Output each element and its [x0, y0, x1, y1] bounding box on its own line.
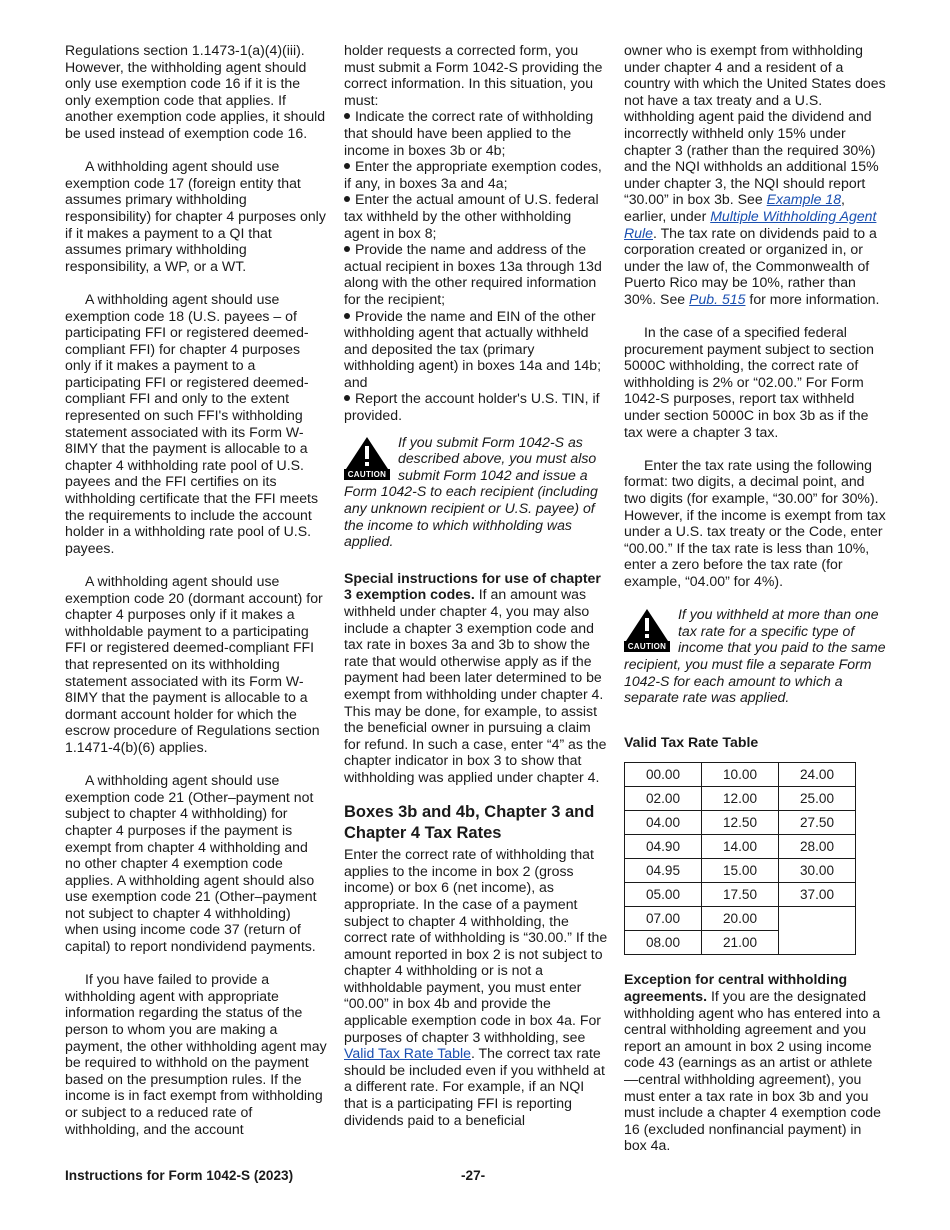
table-row	[625, 835, 856, 859]
table-cell: 04.90	[625, 835, 702, 859]
table-cell: 37.00	[779, 883, 856, 907]
table-row	[625, 787, 856, 811]
table-row	[625, 811, 856, 835]
paragraph: A withholding agent should use exemption code 20 (dormant account) for chapter 4 purposes only if it makes a withholdable payment to a participating FFI or registered deemed-compliant FFI that represented on its withholding statement associated with its Form W-8IMY that the payment is allocable to a dormant account holder for which the escrow procedure of Regulations section 1.1471-4(b)(6) applies.	[65, 573, 323, 755]
paragraph: A withholding agent should use exemption code 21 (Other–payment not subject to chapter 4 withholding) for chapter 4 purposes if the payment is exempt from chapter 4 withholding and no other chapter 4 exemption code applies. A withholding agent should also use exemption code 21 (Other–payment not subject to chapter 4 withholding) when using income code 37 (return of capital) to report nondividend payments.	[65, 772, 317, 955]
bullet-item: Enter the actual amount of U.S. federal tax withheld by the other withholding agent in box 8;	[344, 191, 599, 241]
table-cell: 12.00	[702, 787, 779, 811]
paragraph: Special instructions for use of chapter 3 exemption codes. If an amount was withheld under chapter 4, you may also include a chapter 3 exemption code and tax rate in boxes 3a and 3b to show the rate that would otherwise apply as if the payment had been later determined to be exempt from withholding under chapter 4. This may be done, for example, to assist the beneficial owner in pursuing a claim for refund. In such a case, enter “4” as the chapter indicator in box 3 to show that withholding was applied under chapter 4.	[344, 569, 607, 785]
paragraph: Regulations section 1.1473-1(a)(4)(iii). However, the withholding agent should only use exemption code 16 if it is the only exemption code that applies. If another exemption code applies, it should be used instead of exemption code 16.	[65, 42, 326, 141]
table-cell: 25.00	[779, 787, 856, 811]
bullet-icon	[344, 196, 350, 202]
table-cell: 24.00	[779, 763, 856, 787]
valid-tax-rate-table	[624, 762, 856, 955]
bullet-icon	[344, 246, 350, 252]
column-right	[624, 42, 886, 1170]
multiple-withholding-agent-rule-link[interactable]: Multiple Withholding Agent Rule	[624, 207, 877, 241]
paragraph: A withholding agent should use exemption code 18 (U.S. payees – of participating FFI or registered deemed-compliant FFI) for chapter 4 purposes only if it makes a payment to a participating FFI or registered deemed-compliant FFI and only to the extent represented on such FFI's withholding statement associated with its Form W-8IMY that the payment is allocable to a chapter 4 withholding rate pool of U.S. payees and the FFI certifies on its withholding certificate that the FFI meets the requirements to include the account holder in a withholding rate pool of U.S. payees.	[65, 290, 319, 556]
bullet-icon	[344, 313, 350, 319]
bullet-icon	[344, 113, 350, 119]
caution-note	[344, 434, 608, 550]
paragraph: owner who is exempt from withholding under chapter 4 and a resident of a country with which the United States does not have a tax treaty and a U.S. withholding agent paid the dividend and incorrectly withheld only 15% under chapter 3 (rather than the required 30%) and the NQI withholds an additional 15% under chapter 3, the NQI should report “30.00” in box 3b. See Example 18, earlier, under Multiple Withholding Agent Rule. The tax rate on dividends paid to a corporation created or organized in, or under the law of, the Commonwealth of Puerto Rico may be 10%, rather than 30%. See Pub. 515 for more information.	[624, 42, 886, 307]
column-left	[65, 42, 327, 1154]
bullet-icon	[344, 163, 350, 169]
table-row	[625, 907, 856, 931]
table-cell: 08.00	[625, 931, 702, 955]
paragraph: holder requests a corrected form, you must submit a Form 1042-S providing the correct information. In this situation, you must:	[344, 42, 603, 108]
bullet-icon	[344, 395, 350, 401]
table-cell-empty	[779, 907, 856, 955]
runin-heading: Special instructions for use of chapter 3 exemption codes.	[344, 569, 601, 603]
bullet-item: Enter the appropriate exemption codes, if any, in boxes 3a and 4a;	[344, 158, 602, 191]
table-cell: 02.00	[625, 787, 702, 811]
table-cell: 30.00	[779, 859, 856, 883]
table-row	[625, 763, 856, 787]
caution-label: CAUTION	[344, 469, 390, 480]
table-cell: 17.50	[702, 883, 779, 907]
bullet-item: Provide the name and address of the actual recipient in boxes 13a through 13d along with the other required information for the recipient;	[344, 241, 602, 307]
table-cell: 21.00	[702, 931, 779, 955]
paragraph: If you have failed to provide a withholding agent with appropriate information regarding the status of the person to whom you are making a payment, the other withholding agent may be required to withhold on the payment based on the presumption rules. If the income is in fact exempt from withholding or subject to a reduced rate of withholding, and the account	[65, 971, 327, 1137]
caution-note	[624, 606, 886, 706]
table-cell: 10.00	[702, 763, 779, 787]
table-cell: 07.00	[625, 907, 702, 931]
table-cell: 15.00	[702, 859, 779, 883]
caution-text: If you withheld at more than one tax rate for a specific type of income that you paid to the same recipient, you must file a separate Form 1042-S for each amount to which a separate rate was applied.	[624, 606, 886, 706]
caution-icon	[624, 608, 670, 652]
caution-label: CAUTION	[624, 641, 670, 652]
runin-heading: Exception for central withholding agreements.	[624, 971, 848, 1004]
table-cell: 04.95	[625, 859, 702, 883]
caution-icon	[344, 436, 390, 480]
section-heading: Boxes 3b and 4b, Chapter 3 and Chapter 4 Tax Rates	[344, 803, 595, 843]
table-cell: 14.00	[702, 835, 779, 859]
table-cell: 05.00	[625, 883, 702, 907]
table-cell: 00.00	[625, 763, 702, 787]
table-cell: 12.50	[702, 811, 779, 835]
footer-form-title: Instructions for Form 1042-S (2023)	[65, 1168, 294, 1183]
column-middle	[344, 42, 608, 1145]
paragraph: A withholding agent should use exemption code 17 (foreign entity that assumes primary withholding responsibility) for chapter 4 purposes only if it makes a payment to a QI that assumes primary withholding responsibility, a WP, or a WT.	[65, 158, 326, 274]
paragraph: Enter the tax rate using the following format: two digits, a decimal point, and two digits (for example, “30.00” for 30%). However, if the income is exempt from tax under a U.S. tax treaty or the Code, enter “00.00.” If the tax rate is less than 10%, enter a zero before the tax rate (for example, “04.00” for 4%).	[624, 456, 886, 589]
paragraph: Exception for central withholding agreements. If you are the designated withholding agent who has entered into a central withholding agreement and you report an amount in box 2 using income code 43 (earnings as an artist or athlete—central withholding agreement), you must enter a tax rate in box 3b and you must include a chapter 4 exemption code 16 (excluded nonfinancial payment) in box 4a.	[624, 971, 881, 1154]
bullet-item: Provide the name and EIN of the other withholding agent that actually withheld and deposited the tax (primary withholding agent) in boxes 14a and 14b; and	[344, 307, 602, 390]
bullet-item: Report the account holder's U.S. TIN, if provided.	[344, 390, 600, 424]
example-18-link[interactable]: Example 18	[766, 191, 842, 208]
table-cell: 04.00	[625, 811, 702, 835]
table-title: Valid Tax Rate Table	[624, 733, 759, 750]
table-cell: 20.00	[702, 907, 779, 931]
page-number: -27-	[461, 1168, 486, 1183]
paragraph: Enter the correct rate of withholding that applies to the income in box 2 (gross income) or box 6 (net income), as appropriate. In the case of a payment subject to chapter 4 withholding, the correct rate of withholding is “30.00.” If the amount reported in box 2 is not subject to chapter 4 withholding or is not a withholdable payment, you must enter “00.00” in box 4b and provide the applicable exemption code in box 4a. For purposes of chapter 3 withholding, see Valid Tax Rate Table. The correct tax rate should be included even if you withheld at a different rate. For example, if an NQI that is a participating FFI is reporting dividends paid to a beneficial	[344, 846, 608, 1128]
pub-515-link[interactable]: Pub. 515	[689, 290, 746, 307]
table-row	[625, 859, 856, 883]
paragraph: In the case of a specified federal procurement payment subject to section 5000C withholding, the correct rate of withholding is 2% or “02.00.” For Form 1042-S purposes, report tax withheld under section 5000C in box 3b as if the tax were a chapter 3 tax.	[624, 324, 874, 440]
caution-text: If you submit Form 1042-S as described above, you must also submit Form 1042 and issue a Form 1042-S to each recipient (including any unknown recipient or U.S. payee) of the income to which withholding was applied.	[344, 433, 598, 550]
bullet-item: Indicate the correct rate of withholding that should have been applied to the income in boxes 3b or 4b;	[344, 108, 594, 158]
table-cell: 28.00	[779, 835, 856, 859]
table-row	[625, 883, 856, 907]
table-cell: 27.50	[779, 811, 856, 835]
valid-tax-rate-table-link[interactable]: Valid Tax Rate Table	[344, 1045, 471, 1062]
